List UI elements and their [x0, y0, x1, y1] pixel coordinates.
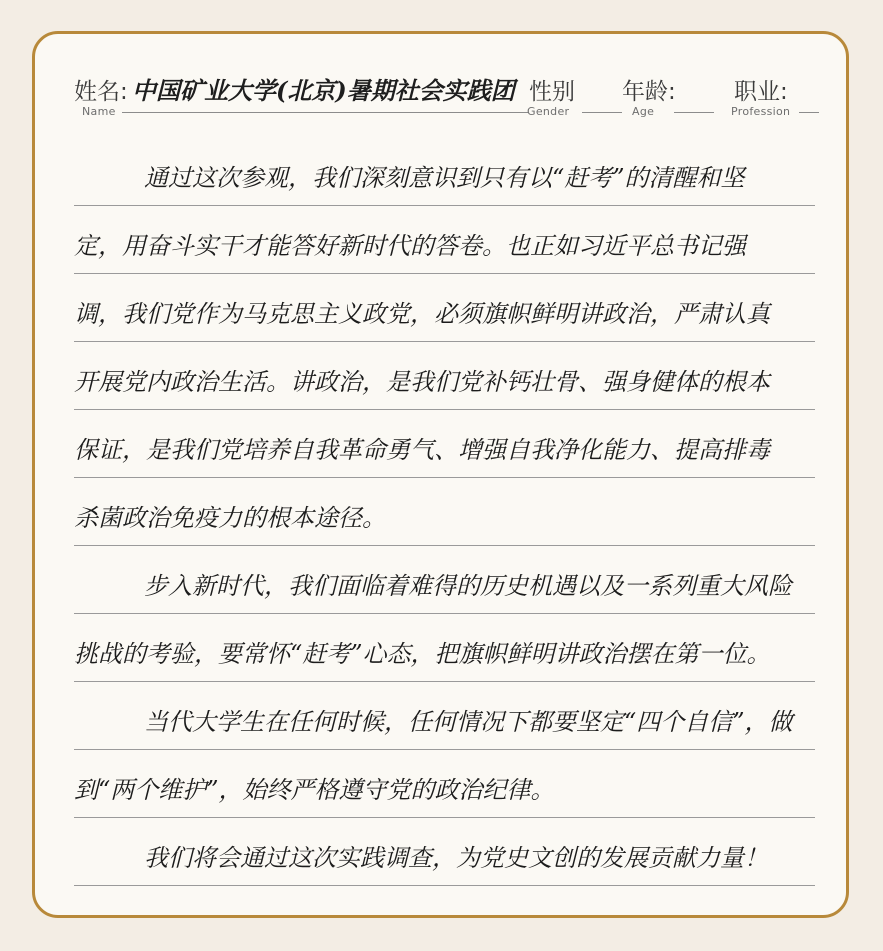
ruled-line: [74, 273, 815, 274]
text-line: 通过这次参观，我们深刻意识到只有以“赶考”的清醒和坚: [144, 164, 745, 192]
text-line: 当代大学生在任何时候，任何情况下都要坚定“四个自信”，做: [144, 708, 793, 736]
ruled-line: [74, 477, 815, 478]
name-label: 姓名:: [74, 79, 128, 105]
ruled-line: [74, 817, 815, 818]
text-line: 定，用奋斗实干才能答好新时代的答卷。也正如习近平总书记强: [74, 232, 746, 260]
profession-underline: [799, 112, 819, 113]
text-line: 杀菌政治免疫力的根本途径。: [74, 504, 386, 532]
age-underline: [674, 112, 714, 113]
text-line: 开展党内政治生活。讲政治，是我们党补钙壮骨、强身健体的根本: [74, 368, 770, 396]
text-line: 到“两个维护”，始终严格遵守党的政治纪律。: [74, 776, 555, 804]
gender-sublabel: Gender: [527, 105, 570, 118]
ruled-line: [74, 341, 815, 342]
name-underline: [122, 112, 528, 113]
text-line: 保证，是我们党培养自我革命勇气、增强自我净化能力、提高排毒: [74, 436, 770, 464]
gender-underline: [582, 112, 622, 113]
name-sublabel: Name: [82, 105, 116, 118]
ruled-line: [74, 885, 815, 886]
profession-label: 职业:: [734, 79, 788, 105]
age-label: 年龄:: [622, 79, 676, 105]
text-line: 我们将会通过这次实践调查，为党史文创的发展贡献力量！: [144, 844, 768, 872]
text-line: 挑战的考验，要常怀“赶考”心态，把旗帜鲜明讲政治摆在第一位。: [74, 640, 771, 668]
ruled-line: [74, 205, 815, 206]
text-line: 步入新时代，我们面临着难得的历史机遇以及一系列重大风险: [144, 572, 792, 600]
text-line: 调，我们党作为马克思主义政党，必须旗帜鲜明讲政治，严肃认真: [74, 300, 770, 328]
ruled-line: [74, 409, 815, 410]
ruled-line: [74, 613, 815, 614]
profession-sublabel: Profession: [731, 105, 791, 118]
ruled-line: [74, 749, 815, 750]
ruled-line: [74, 681, 815, 682]
gender-label: 性别: [529, 79, 575, 105]
age-sublabel: Age: [632, 105, 655, 118]
ruled-line: [74, 545, 815, 546]
name-value: 中国矿业大学(北京)暑期社会实践团: [132, 76, 515, 105]
form-header: [74, 78, 819, 122]
